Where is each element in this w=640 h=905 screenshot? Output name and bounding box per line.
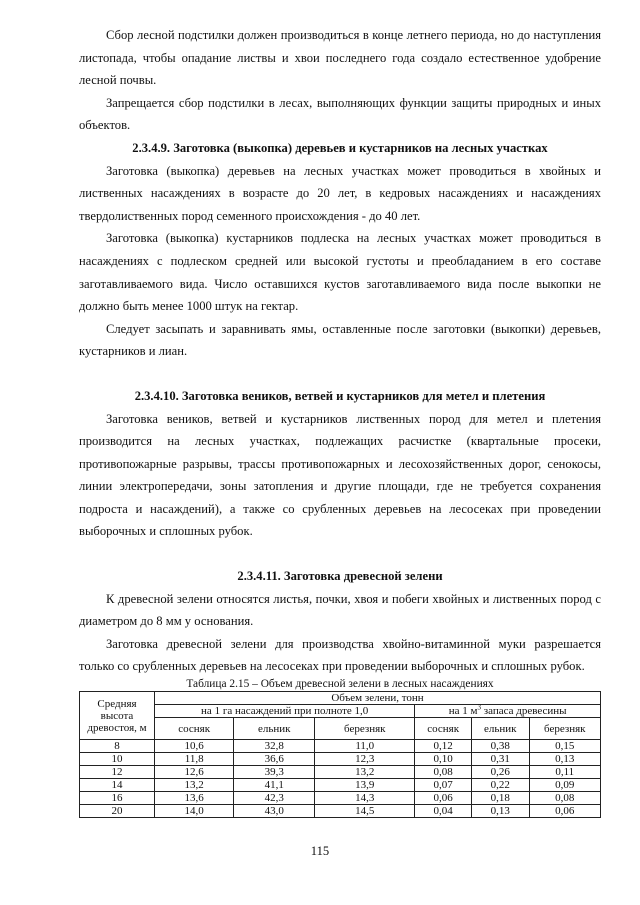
paragraph: К древесной зелени относятся листья, почки, хвоя и побеги хвойных и лиственных пород с диаметром до 8 мм у основания. [79, 591, 601, 629]
green-volume-table [79, 691, 601, 818]
section-heading: 2.3.4.10. Заготовка веников, ветвей и кустарников для метел и плетения [134, 388, 546, 403]
paragraph: Заготовка (выкопка) деревьев на лесных участках может проводиться в хвойных и лиственных насаждениях в возрасте до 20 лет, в кедровых насаждениях и насаждениях твердолиственных пород семенного происхождения - до 40 лет. [79, 163, 601, 223]
table-cell: 0,13 [529, 753, 600, 766]
table-cell: 0,07 [415, 779, 472, 792]
table-cell: 12,6 [155, 766, 234, 779]
table-cell: 39,3 [234, 766, 315, 779]
table-cell: 14,3 [315, 792, 415, 805]
table-cell: 13,6 [155, 792, 234, 805]
table-cell: 0,04 [415, 805, 472, 818]
document-page [79, 24, 601, 818]
table-cell: 0,13 [471, 805, 529, 818]
paragraph: Заготовка древесной зелени для производства хвойно-витаминной муки разрешается только со срубленных деревьев на лесосеках при проведении выборочных и сплошных рубок. [79, 636, 601, 674]
table-cell: 0,22 [471, 779, 529, 792]
table-row [80, 805, 601, 818]
paragraph: Запрещается сбор подстилки в лесах, выполняющих функции защиты природных и иных объектов. [79, 95, 601, 133]
table-cell: 0,38 [471, 740, 529, 753]
section-body [79, 408, 601, 544]
table-cell: 0,18 [471, 792, 529, 805]
table-cell: 11,8 [155, 753, 234, 766]
header-avg-height: Средняя высота древостоя, м [80, 692, 155, 740]
spacer [79, 363, 601, 385]
table-row [80, 753, 601, 766]
header-species: сосняк [415, 718, 472, 740]
header-per-cubic-meter: на 1 $м^3$ запаса древесины [415, 705, 601, 718]
table-cell: 0,10 [415, 753, 472, 766]
table-cell: 41,1 [234, 779, 315, 792]
table-cell: 0,26 [471, 766, 529, 779]
table-cell: 0,31 [471, 753, 529, 766]
intro-paragraphs [79, 24, 601, 137]
header-volume: Объем зелени, тонн [155, 692, 601, 705]
table-cell: 10,6 [155, 740, 234, 753]
table-cell: 8 [80, 740, 155, 753]
table-cell: 16 [80, 792, 155, 805]
table-cell: 0,09 [529, 779, 600, 792]
table-cell: 0,06 [415, 792, 472, 805]
table-cell: 32,8 [234, 740, 315, 753]
table-row [80, 766, 601, 779]
table-cell: 36,6 [234, 753, 315, 766]
table-cell: 0,06 [529, 805, 600, 818]
header-per-hectare: на 1 га насаждений при полноте 1,0 [155, 705, 415, 718]
table-cell: 14 [80, 779, 155, 792]
table-cell: 42,3 [234, 792, 315, 805]
table-cell: 11,0 [315, 740, 415, 753]
table-cell: 0,11 [529, 766, 600, 779]
table-row [80, 740, 601, 753]
table-cell: 0,12 [415, 740, 472, 753]
section-heading: 2.3.4.9. Заготовка (выкопка) деревьев и кустарников на лесных участках [132, 140, 548, 155]
table-cell: 14,0 [155, 805, 234, 818]
table-cell: 0,08 [415, 766, 472, 779]
table-body [80, 740, 601, 818]
table-cell: 14,5 [315, 805, 415, 818]
table-row [80, 779, 601, 792]
table-row [80, 792, 601, 805]
header-species: березняк [315, 718, 415, 740]
header-species: ельник [471, 718, 529, 740]
table-cell: 12 [80, 766, 155, 779]
paragraph: Заготовка веников, ветвей и кустарников лиственных пород для метел и плетения производится на лесных участках, подлежащих расчистке (квартальные просеки, противопожарные разрывы, трассы противопожарных и лесохозяйственных дорог, сенокосы, линии электропередачи, зоны затопления и другие площади, где не требуется сохранения подроста и насаждений), а также со срубленных деревьев на лесосеках при проведении выборочных и сплошных рубок. [79, 411, 601, 539]
section-body [79, 160, 601, 363]
section-body [79, 588, 601, 678]
header-species: сосняк [155, 718, 234, 740]
header-species: березняк [529, 718, 600, 740]
table-cell: 0,08 [529, 792, 600, 805]
page-number: 115 [310, 844, 330, 858]
table-cell: 13,9 [315, 779, 415, 792]
paragraph: Сбор лесной подстилки должен производиться в конце летнего периода, но до наступления листопада, чтобы опадание листвы и хвои последнего года создало естественное удобрение лесной почвы. [79, 28, 601, 88]
table-cell: 10 [80, 753, 155, 766]
table-cell: 20 [80, 805, 155, 818]
table-cell: 13,2 [155, 779, 234, 792]
section-heading: 2.3.4.11. Заготовка древесной зелени [237, 569, 443, 584]
header-species: ельник [234, 718, 315, 740]
paragraph: Следует засыпать и заравнивать ямы, оставленные после заготовки (выкопки) деревьев, кустарников и лиан. [79, 321, 601, 359]
table-cell: 12,3 [315, 753, 415, 766]
table-cell: 43,0 [234, 805, 315, 818]
table-caption: Таблица 2.15 – Объем древесной зелени в лесных насаждениях [186, 678, 494, 691]
table-cell: 13,2 [315, 766, 415, 779]
paragraph: Заготовка (выкопка) кустарников подлеска на лесных участках может проводиться в насаждениях с подлеском средней или высокой густоты и преобладанием в его составе заготавливаемого вида. Число оставшихся кустов заготавливаемого вида после выкопки не должно быть менее 1000 штук на гектар. [79, 231, 601, 314]
spacer [79, 543, 601, 565]
table-cell: 0,15 [529, 740, 600, 753]
